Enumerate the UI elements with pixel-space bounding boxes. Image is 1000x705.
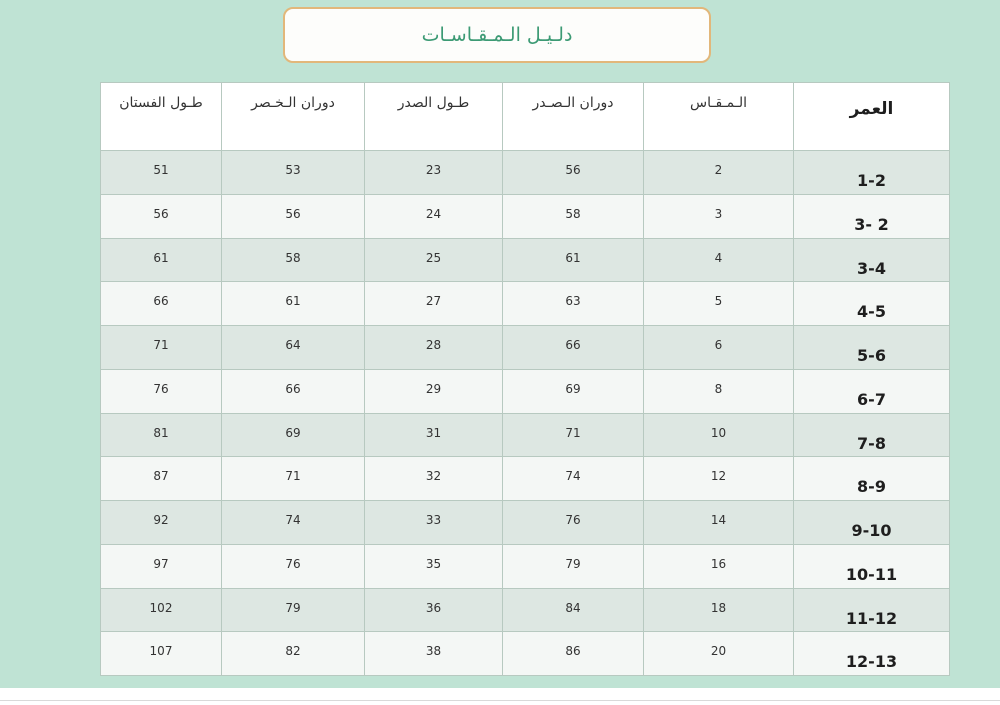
cell-age: 11-12 — [794, 588, 950, 632]
table-row — [101, 369, 950, 413]
cell-waist-circumference: 69 — [222, 413, 365, 457]
cell-size: 16 — [644, 544, 794, 588]
cell-waist-circumference: 58 — [222, 238, 365, 282]
cell-chest-circumference: 61 — [503, 238, 644, 282]
cell-size: 10 — [644, 413, 794, 457]
cell-size: 4 — [644, 238, 794, 282]
cell-waist-circumference: 74 — [222, 501, 365, 545]
page-title: دلـيـل الـمـقـاسـات — [421, 24, 573, 46]
cell-chest-circumference: 79 — [503, 544, 644, 588]
header-age: العمر — [794, 83, 950, 151]
cell-chest-length: 31 — [365, 413, 503, 457]
cell-chest-circumference: 71 — [503, 413, 644, 457]
cell-age: 2 -3 — [794, 194, 950, 238]
cell-dress-length: 56 — [101, 194, 222, 238]
header-chest-length: طـول الصدر — [365, 83, 503, 151]
cell-size: 3 — [644, 194, 794, 238]
header-row — [101, 83, 950, 151]
table-row — [101, 632, 950, 676]
cell-dress-length: 51 — [101, 151, 222, 195]
cell-age: 5-6 — [794, 326, 950, 370]
table-row — [101, 151, 950, 195]
cell-dress-length: 107 — [101, 632, 222, 676]
cell-age: 1-2 — [794, 151, 950, 195]
cell-dress-length: 92 — [101, 501, 222, 545]
table-row — [101, 238, 950, 282]
cell-waist-circumference: 76 — [222, 544, 365, 588]
cell-waist-circumference: 53 — [222, 151, 365, 195]
table-row — [101, 501, 950, 545]
cell-dress-length: 76 — [101, 369, 222, 413]
cell-chest-length: 36 — [365, 588, 503, 632]
cell-chest-length: 32 — [365, 457, 503, 501]
title-box — [283, 7, 711, 63]
cell-chest-circumference: 74 — [503, 457, 644, 501]
table-row — [101, 457, 950, 501]
cell-dress-length: 97 — [101, 544, 222, 588]
cell-age: 3-4 — [794, 238, 950, 282]
cell-chest-length: 27 — [365, 282, 503, 326]
cell-chest-circumference: 56 — [503, 151, 644, 195]
cell-dress-length: 87 — [101, 457, 222, 501]
cell-chest-circumference: 86 — [503, 632, 644, 676]
cell-chest-length: 33 — [365, 501, 503, 545]
cell-size: 6 — [644, 326, 794, 370]
table-row — [101, 326, 950, 370]
cell-dress-length: 61 — [101, 238, 222, 282]
cell-age: 12-13 — [794, 632, 950, 676]
table-row — [101, 282, 950, 326]
cell-chest-length: 35 — [365, 544, 503, 588]
cell-size: 20 — [644, 632, 794, 676]
cell-size: 8 — [644, 369, 794, 413]
cell-waist-circumference: 56 — [222, 194, 365, 238]
cell-waist-circumference: 61 — [222, 282, 365, 326]
header-chest-circumference: دوران الـصـدر — [503, 83, 644, 151]
cell-size: 12 — [644, 457, 794, 501]
cell-size: 18 — [644, 588, 794, 632]
cell-size: 2 — [644, 151, 794, 195]
cell-chest-length: 24 — [365, 194, 503, 238]
cell-chest-length: 23 — [365, 151, 503, 195]
cell-chest-circumference: 76 — [503, 501, 644, 545]
cell-chest-circumference: 69 — [503, 369, 644, 413]
cell-dress-length: 66 — [101, 282, 222, 326]
cell-age: 7-8 — [794, 413, 950, 457]
table-row — [101, 194, 950, 238]
cell-age: 8-9 — [794, 457, 950, 501]
cell-waist-circumference: 79 — [222, 588, 365, 632]
table-row — [101, 544, 950, 588]
cell-size: 5 — [644, 282, 794, 326]
cell-dress-length: 102 — [101, 588, 222, 632]
cell-chest-length: 25 — [365, 238, 503, 282]
cell-chest-circumference: 84 — [503, 588, 644, 632]
cell-size: 14 — [644, 501, 794, 545]
table-row — [101, 413, 950, 457]
header-size: الـمـقـاس — [644, 83, 794, 151]
table-row — [101, 588, 950, 632]
cell-waist-circumference: 82 — [222, 632, 365, 676]
header-dress-length: طـول الفستان — [101, 83, 222, 151]
cell-dress-length: 81 — [101, 413, 222, 457]
cell-chest-circumference: 66 — [503, 326, 644, 370]
cell-waist-circumference: 64 — [222, 326, 365, 370]
cell-chest-length: 29 — [365, 369, 503, 413]
cell-age: 6-7 — [794, 369, 950, 413]
cell-age: 9-10 — [794, 501, 950, 545]
cell-waist-circumference: 71 — [222, 457, 365, 501]
size-table — [100, 82, 950, 676]
cell-chest-length: 38 — [365, 632, 503, 676]
cell-chest-circumference: 58 — [503, 194, 644, 238]
cell-chest-circumference: 63 — [503, 282, 644, 326]
cell-age: 10-11 — [794, 544, 950, 588]
cell-chest-length: 28 — [365, 326, 503, 370]
header-waist-circumference: دوران الـخـصر — [222, 83, 365, 151]
cell-age: 4-5 — [794, 282, 950, 326]
cell-dress-length: 71 — [101, 326, 222, 370]
cell-waist-circumference: 66 — [222, 369, 365, 413]
bottom-divider — [0, 700, 1000, 701]
